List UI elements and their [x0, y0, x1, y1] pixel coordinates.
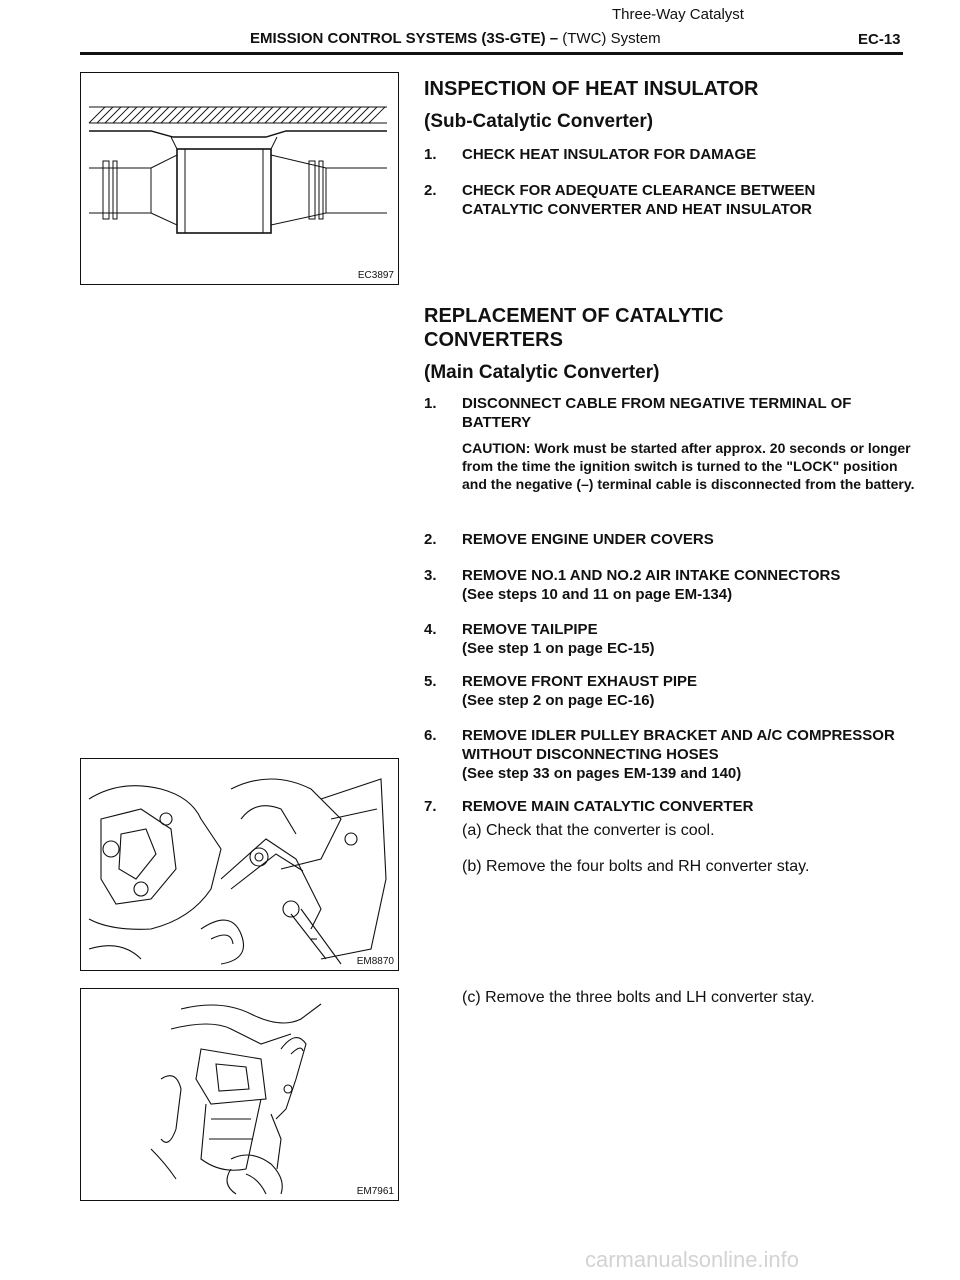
step-text: CHECK FOR ADEQUATE CLEARANCE BETWEEN CATALYTIC CONVERTER AND HEAT INSULATOR [462, 182, 816, 218]
step-number: 3. [424, 567, 437, 584]
figure-code-em7961: EM7961 [356, 1186, 394, 1197]
figure-code-ec3897: EC3897 [357, 270, 394, 281]
step-text: REMOVE FRONT EXHAUST PIPE [462, 673, 698, 690]
step-text: REMOVE NO.1 AND NO.2 AIR INTAKE CONNECTORS [462, 567, 841, 584]
header-rule [80, 52, 903, 55]
replacement-step-5 [424, 672, 924, 712]
figure-idler-pulley-bracket [80, 758, 399, 971]
step-reference: (See steps 10 and 11 on page EM-134) [462, 586, 733, 603]
step-number: 2. [424, 182, 437, 199]
step-text: REMOVE TAILPIPE [462, 621, 598, 638]
step-7b: (b) Remove the four bolts and RH converter stay. [462, 858, 810, 875]
replacement-step-3 [424, 566, 924, 606]
step-number: 2. [424, 531, 437, 548]
figure-code-em8870: EM8870 [356, 956, 394, 967]
inspection-step-1 [424, 145, 924, 165]
step-text: REMOVE ENGINE UNDER COVERS [462, 531, 714, 548]
step-number: 5. [424, 673, 437, 690]
step-text: CHECK HEAT INSULATOR FOR DAMAGE [462, 146, 757, 163]
step-number: 7. [424, 798, 437, 815]
replacement-step-4 [424, 620, 924, 660]
watermark: carmanualsonline.info [585, 1247, 800, 1272]
heat-insulator-illustration [81, 73, 397, 283]
replacement-step-2 [424, 530, 924, 550]
replacement-step-7 [424, 797, 924, 817]
replacement-heading: REPLACEMENT OF CATALYTIC CONVERTERS [424, 305, 724, 351]
figure-remove-converter-stay [80, 988, 399, 1201]
replacement-subheading: (Main Catalytic Converter) [424, 362, 660, 383]
step-reference: (See step 2 on page EC-16) [462, 692, 655, 709]
step-text: REMOVE MAIN CATALYTIC CONVERTER [462, 798, 754, 815]
replacement-step-6 [424, 726, 924, 786]
converter-stay-illustration [81, 989, 397, 1199]
step-reference: (See step 1 on page EC-15) [462, 640, 655, 657]
inspection-subheading: (Sub-Catalytic Converter) [424, 111, 654, 132]
step-7a: (a) Check that the converter is cool. [462, 822, 715, 839]
header-main-bold: EMISSION CONTROL SYSTEMS (3S-GTE) – [250, 30, 559, 47]
step-number: 1. [424, 395, 437, 412]
figure-heat-insulator [80, 72, 399, 285]
step-reference: (See step 33 on pages EM-139 and 140) [462, 765, 742, 782]
header-main-title [250, 30, 661, 47]
inspection-step-2 [424, 181, 924, 221]
caution-note: CAUTION: Work must be started after approx. 20 seconds or longer from the time the ignition switch is turned to the "LOCK" position and the negative (–) terminal cable is disconnected from the battery. [462, 440, 915, 492]
step-number: 6. [424, 727, 437, 744]
header-section-title: Three-Way Catalyst [612, 6, 744, 23]
step-number: 1. [424, 146, 437, 163]
page-number: EC-13 [858, 31, 901, 48]
step-text: DISCONNECT CABLE FROM NEGATIVE TERMINAL OF BATTERY [462, 395, 852, 431]
replacement-step-1 [424, 394, 924, 434]
idler-pulley-illustration [81, 759, 397, 969]
step-7c: (c) Remove the three bolts and LH converter stay. [462, 989, 815, 1006]
inspection-heading: INSPECTION OF HEAT INSULATOR [424, 78, 759, 100]
step-number: 4. [424, 621, 437, 638]
header-main-light: (TWC) System [558, 30, 661, 47]
step-text: REMOVE IDLER PULLEY BRACKET AND A/C COMPRESSOR WITHOUT DISCONNECTING HOSES [462, 727, 895, 763]
